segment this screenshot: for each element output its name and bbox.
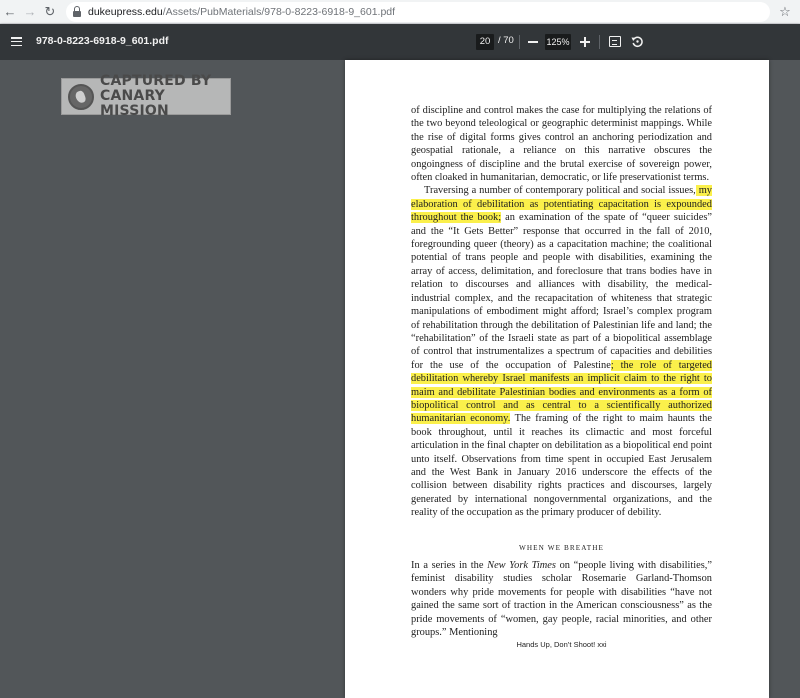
zoom-level-input[interactable]: 125% xyxy=(545,34,571,50)
text-run: In a series in the xyxy=(411,560,488,571)
fit-to-page-icon[interactable] xyxy=(609,36,621,47)
browser-address-bar xyxy=(0,0,800,24)
url-host: dukeupress.edu xyxy=(88,5,163,18)
page-footer: Hands Up, Don’t Shoot! xxi xyxy=(516,640,607,649)
canary-bird-logo xyxy=(68,84,94,110)
document-title: 978-0-8223-6918-9_601.pdf xyxy=(36,35,169,47)
watermark-line-2: CANARY MISSION xyxy=(100,88,169,119)
toolbar-divider xyxy=(519,35,520,49)
toolbar-divider xyxy=(599,35,600,49)
canary-mission-watermark xyxy=(61,73,231,119)
section-heading: WHEN WE BREATHE xyxy=(518,544,605,552)
arrow-left-icon[interactable]: ← xyxy=(3,4,17,19)
pdf-page xyxy=(345,60,769,698)
highlighted-text: ; the role of targeted debilitation whereby Israel manifests an implicit claim to the right to maim and debilitate Palestinian bodies and environments as a form of biopolitical control and as central to a scientifically authorized humanitarian economy. xyxy=(411,359,712,425)
watermark-line-1: CAPTURED BY xyxy=(100,73,212,89)
arrow-right-icon[interactable]: → xyxy=(23,4,37,19)
page-number-input[interactable]: 20 xyxy=(476,34,494,50)
pdf-toolbar xyxy=(0,24,800,60)
page-total: / 70 xyxy=(498,35,514,46)
page-body-text xyxy=(411,104,712,520)
url-path: /Assets/PubMaterials/978-0-8223-6918-9_601.pdf xyxy=(162,5,396,18)
minus-icon[interactable] xyxy=(528,35,538,49)
italic-title: New York Times xyxy=(487,560,556,571)
highlighted-text: my elaboration of debilitation as potentiating capacitation is expounded throughout the book; xyxy=(411,185,712,224)
hamburger-menu-icon[interactable] xyxy=(11,37,22,46)
lock-icon xyxy=(72,6,82,18)
reload-icon[interactable]: ↻ xyxy=(44,3,56,19)
url-bar[interactable] xyxy=(66,2,770,22)
text-run: on “people living with disabilities,” feminist disability studies scholar Rosemarie Garland-Thomson wonders why pride movements for people with disabilities “have not gained the same sort of traction in the American consciousness” as the pride movements of “women, gay people, racial minorities, and other groups.” Mentioning xyxy=(411,560,712,639)
text-run: an examination of the spate of “queer suicides” and the “It Gets Better” response that occurred in the fall of 2010, foregrounding queer (theory) as a capacitation machine; the coalitional potential of trans people and people with disabilities, examining the array of access, delimitation, and foreclosure that trans bodies have in relation to discourses and alliances with disability, the medical-industrial complex, and the recapacitation of whiteness that strategic manipulations of embodiment might afford; Israel’s complex program of rehabilitation through the debilitation of Palestinian life and land; the “rehabilitation” of the Israeli state as part of a biopolitical assemblage of control that instrumentalizes a spectrum of capacities and debilities for the use of the occupation of Palestine xyxy=(411,212,712,371)
text-run: Traversing a number of contemporary political and social issues, xyxy=(424,185,696,197)
text-run: The framing of the right to maim haunts the book throughout, until it reaches its climactic and most forceful articulation in the final chapter on debilitation as a biopolitical end point unto itself. Observations from time spent in occupied East Jerusalem and the West Bank in January 2016 underscore the effects of the collision between disability rights practices and discourses, largely generated by international nongovernmental organizations, and the reality of the occupation as the primary producer of debility. xyxy=(411,413,712,519)
star-icon[interactable]: ☆ xyxy=(779,3,791,19)
paragraph xyxy=(411,559,712,639)
paragraph xyxy=(411,184,712,519)
plus-icon[interactable] xyxy=(580,35,590,49)
paragraph: of discipline and control makes the case for multiplying the relations of the two beyond teleological or geographic determinist mappings. While the rise of digital forms gives control an anchoring periodization and geospatial rationale, a reliance on this narrative obscures the ongoingness of discipline and the brutal exercise of sovereign power, often cloaked in humanitarian, democratic, or life preservationist terms. xyxy=(411,105,712,184)
rotate-counterclockwise-icon[interactable] xyxy=(631,35,644,48)
